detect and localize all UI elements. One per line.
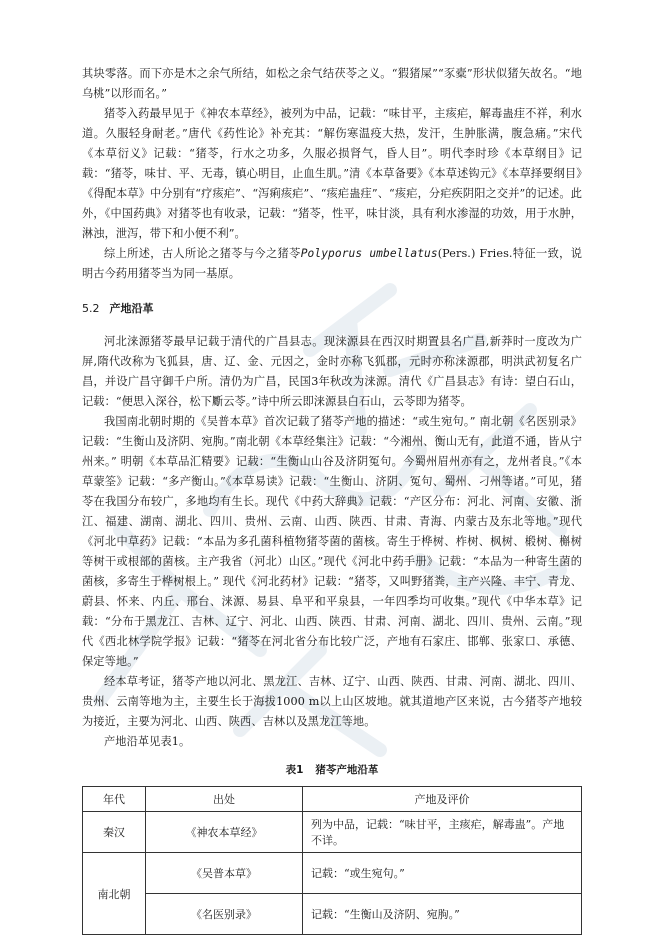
table-row: [83, 812, 582, 853]
conclusion-text-before: 综上所述，古人所论之猪苓与今之猪苓: [104, 247, 301, 260]
paragraph-table-ref: 产地沿革见表1。: [104, 735, 191, 748]
table-caption: [82, 762, 582, 778]
paragraph-continuation: 其块零落。而下亦是木之余气所结，如松之余气结茯苓之义。“猳猪屎”“豕橐”形状似猪矢故名。“地乌桃”以形而名。”: [82, 67, 582, 100]
header-era: 年代: [83, 787, 146, 812]
table-title: 猪苓产地沿革: [315, 764, 379, 776]
header-origin: 产地及评价: [303, 787, 582, 812]
cell-origin: 记载：“或生宛句。”: [303, 853, 582, 894]
section-number: 5.2: [82, 302, 100, 315]
cell-origin: 列为中品，记载：“味甘平，主痎疟，解毒蛊”。产地不详。: [303, 812, 582, 853]
paragraph-origin-records: 我国南北朝时期的《吴普本草》首次记载了猪苓产地的描述：“或生宛句。” 南北朝《名医别录》记载：“生衡山及济阴、宛朐。”南北朝《本草经集注》记载：“今湘州、衡山无有，此道不通，皆从宁州来。” 明朝《本草品汇精要》记载：“生衡山山谷及济阴冤句。今蜀州眉州亦有之，龙州者良。”《本草蒙筌》记载：“多产衡山。”《本草易读》记载：“生衡山、济阴、冤句、蜀州、刁州等诸。”可见，猪苓在我国分布较广，多地均有生长。现代《中药大辞典》记载：“产区分布：河北、河南、安徽、浙江、福建、湖南、湖北、四川、贵州、云南、山西、陕西、甘肃、青海、内蒙古及东北等地。”现代《河北中草药》记载：“本品为多孔菌科植物猪苓菌的菌核。寄生于桦树、柞树、枫树、椴树、槲树等树干或根部的菌核。主产我省（河北）山区。”现代《河北中药手册》记载：“本品为一种寄生菌的菌核，多寄生于桦树根上。” 现代《河北药材》记载：“猪苓，又叫野猪粪，主产兴隆、丰宁、青龙、蔚县、怀来、内丘、邢台、涞源、易县、阜平和平泉县，一年四季均可收集。”现代《中华本草》记载：“分布于黑龙江、吉林、辽宁、河北、山西、陕西、甘肃、河南、湖北、四川、贵州、云南。”现代《西北林学院学报》记载：“猪苓在河北省分布比较广泛，产地有石家庄、邯郸、张家口、承德、保定等地。”: [82, 415, 582, 668]
table-number: 表1: [285, 764, 304, 776]
section-heading: [82, 300, 582, 318]
cell-origin: 记载：“生衡山及济阴、宛朐。”: [303, 894, 582, 935]
table-row: [83, 894, 582, 935]
header-source: 出处: [146, 787, 303, 812]
origin-table: [82, 786, 582, 935]
paragraph-origin-summary: 经本草考证，猪苓产地以河北、黑龙江、吉林、辽宁、山西、陕西、甘肃、河南、湖北、四川、贵州、云南等地为主，主要生长于海拔1000 m以上山区坡地。就其道地产区来说，古今猪苓产地较为接近，主要为河北、山西、陕西、吉林以及黑龙江等地。: [82, 675, 582, 728]
paragraph-herbal-records: 猪苓入药最早见于《神农本草经》，被列为中品，记载：“味甘平，主痎疟，解毒蛊疰不祥，利水道。久服轻身耐老。”唐代《药性论》补充其：“解伤寒温疫大热，发汗，生肿胀满，腹急痛。”宋代《本草衍义》记载：“猪苓，行水之功多，久服必损肾气，昏人目”。明代李时珍《本草纲目》记载：“猪苓，味甘、平、无毒，镇心明目，止血生肌。”清《本草备要》《本草述钩元》《本草择要纲目》《得配本草》中分别有“疗痎疟”、“泻痢痎疟”、“痎疟蛊疰”、“痎疟，分疟疾阴阳之交并”的记述。此外，《中国药典》对猪苓也有收录，记载：“猪苓，性平，味甘淡，具有利水渗湿的功效，用于水肿，淋浊，泄泻，带下和小便不利”。: [82, 107, 582, 240]
cell-era: 南北朝: [83, 853, 146, 935]
section-title: 产地沿革: [109, 302, 154, 315]
cell-source: 《名医别录》: [146, 894, 303, 935]
latin-species-name: Polyporus umbellatus: [300, 247, 438, 260]
cell-source: 《吴普本草》: [146, 853, 303, 894]
paragraph-conclusion: [82, 244, 582, 284]
cell-era: 秦汉: [83, 812, 146, 853]
cell-source: 《神农本草经》: [146, 812, 303, 853]
document-body: [82, 64, 582, 935]
table-row: [83, 853, 582, 894]
table-header-row: [83, 787, 582, 812]
conclusion-text-after: (Pers.) Fries.特征一致，说明古今药用猪苓当为同一基原。: [82, 247, 582, 280]
paragraph-laiyuan: 河北涞源猪苓最早记载于清代的广昌县志。现涞源县在西汉时期置县名广昌,新莽时一度改为广屏,隋代改称为飞狐县，唐、辽、金、元因之，金时亦称飞狐郡，元时亦称涞源郡，明洪武初复名广昌，并设广昌守御千户所。清仍为广昌，民国3年秋改为涞源。清代《广昌县志》有诗：望白石山，记载：“便思入深谷，松下斸云苓。”诗中所云即涞源县白石山，云苓即为猪苓。: [82, 335, 582, 408]
